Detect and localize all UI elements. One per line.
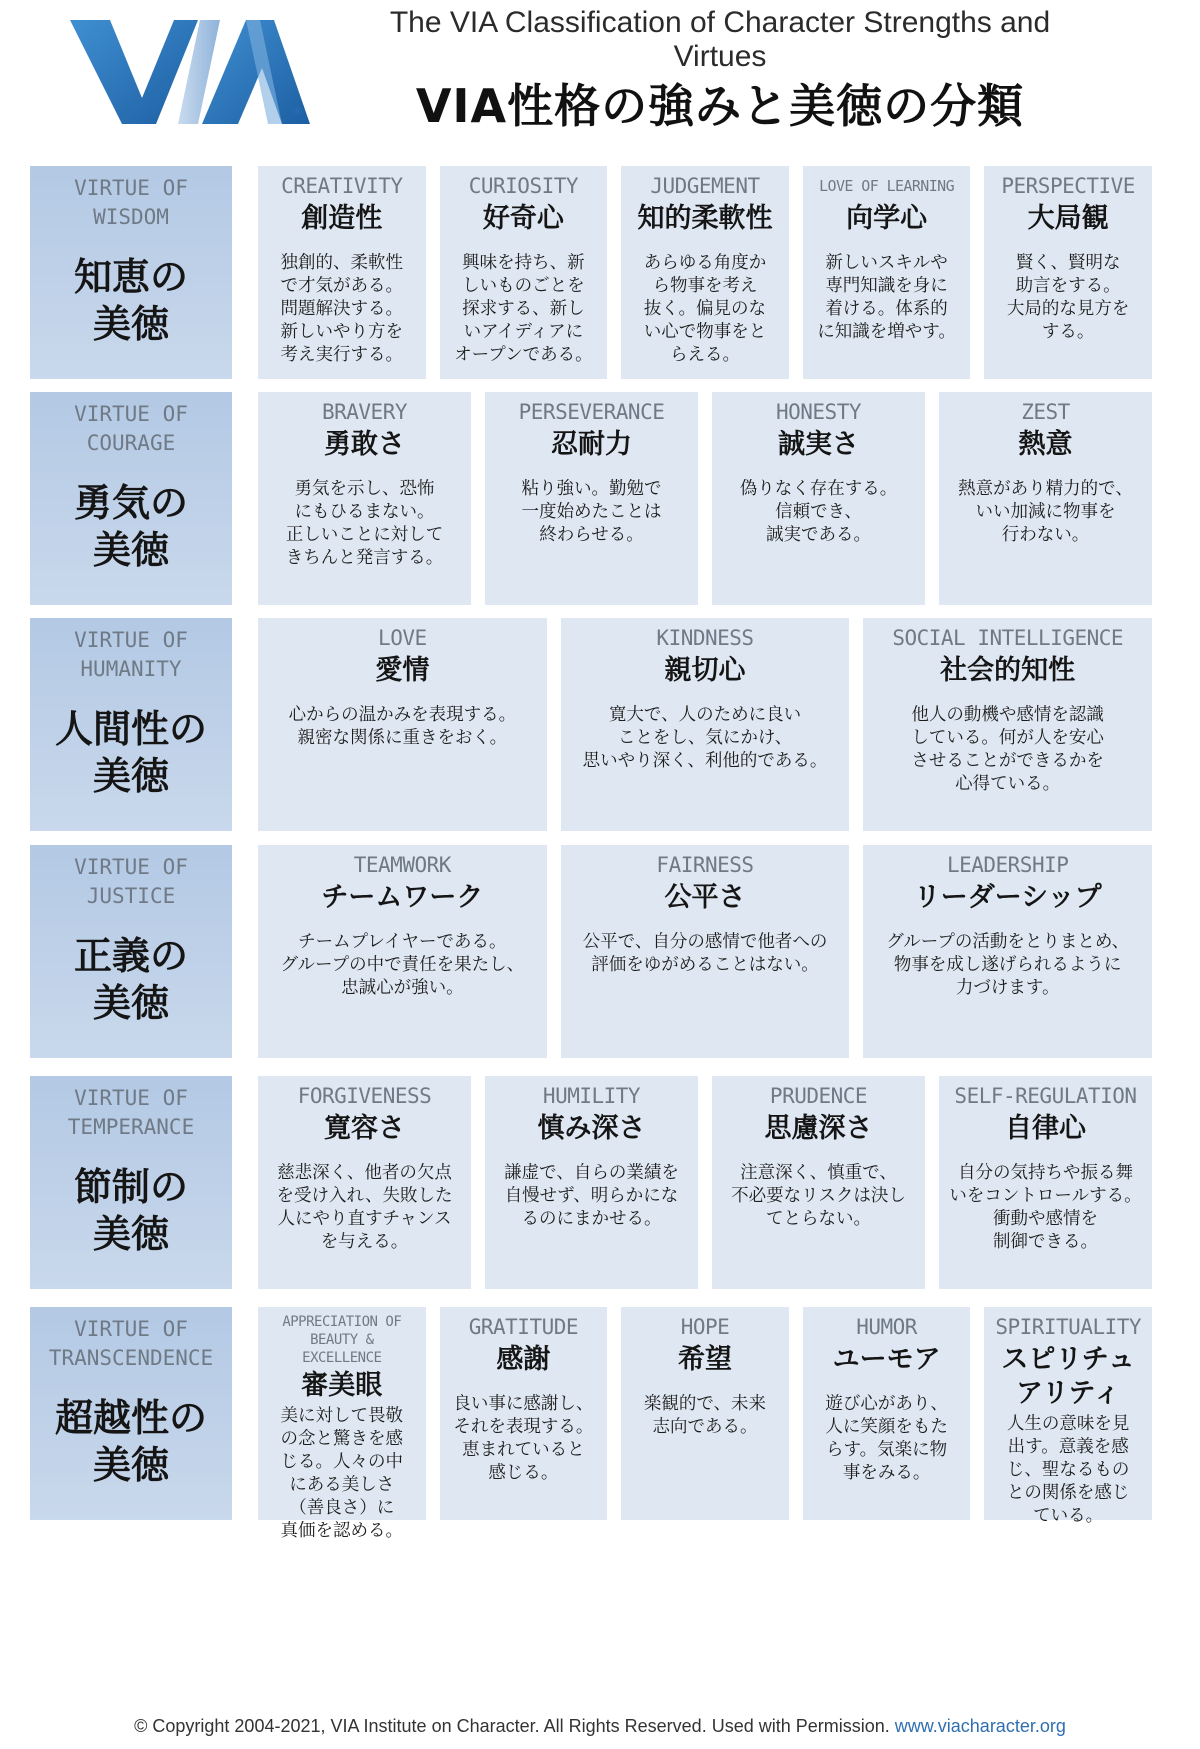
- strength-name-ja: 勇敢さ: [324, 429, 405, 460]
- virtue-panel-justice: [30, 845, 232, 1058]
- strength-card-humor: [803, 1307, 971, 1520]
- footer: [0, 1716, 1200, 1737]
- strength-name-en: HUMOR: [856, 1315, 917, 1339]
- strength-name-en: SOCIAL INTELLIGENCE: [892, 626, 1124, 650]
- strength-description: 公平で、自分の感情で他者への 評価をゆがめることはない。: [582, 932, 828, 975]
- strength-cards: [258, 392, 1152, 605]
- strength-description: 良い事に感謝し、 それを表現する。 恵まれていると 感じる。: [453, 1394, 594, 1483]
- strength-description: 他人の動機や感情を認識 している。何が人を安心 させることができるかを 心得ている。: [911, 705, 1104, 794]
- strength-name-ja: 愛情: [375, 655, 430, 686]
- strength-card-perspective: [984, 166, 1152, 379]
- virtue-name-ja: 正義の 美徳: [73, 934, 188, 1025]
- strength-name-en: KINDNESS: [656, 626, 754, 650]
- strength-cards: [258, 618, 1152, 831]
- strength-card-zest: [939, 392, 1152, 605]
- strength-name-en: TEAMWORK: [353, 853, 451, 877]
- virtue-name-en: VIRTUE OF JUSTICE: [74, 855, 188, 908]
- strength-card-humility: [485, 1076, 698, 1289]
- strength-card-curiosity: [440, 166, 608, 379]
- strength-name-ja: 好奇心: [482, 203, 564, 234]
- title-japanese: VIA性格の強みと美徳の分類: [415, 79, 1025, 133]
- virtue-name-ja: 知恵の 美徳: [73, 255, 188, 346]
- strength-name-ja: 親切心: [664, 655, 746, 686]
- strength-name-ja: スピリチュ アリティ: [1001, 1344, 1135, 1409]
- strength-card-honesty: [712, 392, 925, 605]
- strength-name-ja: ユーモア: [832, 1344, 941, 1375]
- virtue-name-ja: 節制の 美徳: [73, 1165, 188, 1256]
- virtue-name-en: VIRTUE OF WISDOM: [74, 176, 188, 229]
- strength-name-ja: 思慮深さ: [764, 1113, 873, 1144]
- strength-description: 遊び心があり、 人に笑顔をもた らす。気楽に物 事をみる。: [825, 1394, 948, 1483]
- virtue-row-justice: [30, 845, 1152, 1058]
- strength-card-self-regulation: [939, 1076, 1152, 1289]
- strength-name-en: HUMILITY: [542, 1084, 641, 1108]
- strength-name-ja: 慎み深さ: [537, 1113, 646, 1144]
- strength-name-ja: 忍耐力: [551, 429, 632, 460]
- virtue-row-temperance: [30, 1076, 1152, 1289]
- virtue-name-en: VIRTUE OF HUMANITY: [74, 628, 188, 681]
- strength-description: 偽りなく存在する。 信頼でき、 誠実である。: [739, 479, 898, 545]
- strength-name-en: SPIRITUALITY: [995, 1315, 1142, 1339]
- strength-description: 寛大で、人のために良い ことをし、気にかけ、 思いやり深く、利他的である。: [582, 705, 828, 771]
- strength-description: 新しいスキルや 専門知識を身に 着ける。体系的 に知識を増やす。: [817, 253, 956, 342]
- virtue-row-humanity: [30, 618, 1152, 831]
- strength-description: グループの活動をとりまとめ、 物事を成し遂げられるように 力づけます。: [886, 932, 1130, 998]
- virtue-row-courage: [30, 392, 1152, 605]
- strength-name-en: BRAVERY: [321, 400, 407, 424]
- strength-cards: [258, 845, 1152, 1058]
- strength-description: 勇気を示し、恐怖 にもひるまない。 正しいことに対して きちんと発言する。: [285, 479, 444, 568]
- strength-cards: [258, 1307, 1152, 1541]
- title-english: The VIA Classification of Character Strengths and Virtues: [389, 6, 1051, 73]
- strength-name-en: FAIRNESS: [656, 853, 754, 877]
- strength-card-creativity: [258, 166, 426, 379]
- strength-description: 自分の気持ちや振る舞 いをコントロールする。 衝動や感情を 制御できる。: [949, 1163, 1142, 1252]
- strength-name-en: FORGIVENESS: [297, 1084, 432, 1108]
- strength-description: 楽観的で、未来 志向である。: [643, 1394, 767, 1437]
- strength-card-prudence: [712, 1076, 925, 1289]
- strength-card-gratitude: [440, 1307, 608, 1520]
- strength-name-en: SELF-REGULATION: [954, 1084, 1137, 1108]
- strength-name-ja: 希望: [677, 1344, 732, 1375]
- virtue-name-en: VIRTUE OF COURAGE: [74, 402, 188, 455]
- website-link[interactable]: www.viacharacter.org: [894, 1716, 1066, 1736]
- virtue-panel-humanity: [30, 618, 232, 831]
- strength-name-en: CREATIVITY: [281, 174, 403, 198]
- strength-name-en: APPRECIATION OF BEAUTY & EXCELLENCE: [282, 1314, 402, 1366]
- strength-description: あらゆる角度か ら物事を考え 抜く。偏見のな い心で物事をと らえる。: [643, 253, 767, 365]
- strength-card-love: [258, 618, 547, 831]
- strength-name-en: CURIOSITY: [468, 174, 579, 198]
- strength-card-fairness: [561, 845, 850, 1058]
- strength-card-forgiveness: [258, 1076, 471, 1289]
- strength-name-ja: 感謝: [496, 1344, 551, 1375]
- strength-name-ja: 知的柔軟性: [637, 203, 773, 234]
- strength-name-en: LOVE OF LEARNING: [819, 177, 955, 195]
- strength-cards: [258, 1076, 1152, 1289]
- strength-description: 粘り強い。勤勉で 一度始めたことは 終わらせる。: [521, 479, 662, 545]
- virtue-name-ja: 勇気の 美徳: [73, 481, 188, 572]
- page-header: [0, 0, 1200, 170]
- strength-name-ja: 公平さ: [664, 882, 746, 913]
- copyright-text: © Copyright 2004-2021, VIA Institute on Character. All Rights Reserved. Used with Permission.: [134, 1716, 890, 1736]
- strength-card-social-intelligence: [863, 618, 1152, 831]
- virtue-name-en: VIRTUE OF TEMPERANCE: [67, 1086, 195, 1139]
- strength-name-en: LOVE: [378, 626, 427, 650]
- strength-name-en: HONESTY: [775, 400, 861, 424]
- strength-name-ja: 自律心: [1005, 1113, 1086, 1144]
- strength-description: 賢く、賢明な 助言をする。 大局的な見方を する。: [1006, 253, 1130, 342]
- virtue-name-ja: 超越性の 美徳: [54, 1396, 207, 1487]
- strength-name-en: PERSPECTIVE: [1001, 174, 1135, 198]
- strength-name-en: JUDGEMENT: [650, 174, 760, 198]
- strength-name-ja: チームワーク: [321, 882, 484, 913]
- strength-description: 慈悲深く、他者の欠点 を受け入れ、失敗した 人にやり直すチャンス を与える。: [276, 1163, 453, 1252]
- strength-name-ja: 社会的知性: [940, 655, 1076, 686]
- virtue-panel-courage: [30, 392, 232, 605]
- strength-name-ja: 寛容さ: [324, 1113, 405, 1144]
- strength-card-appreciation-of-beauty: [258, 1307, 426, 1541]
- strength-card-bravery: [258, 392, 471, 605]
- strength-name-ja: リーダーシップ: [913, 882, 1102, 913]
- strength-description: 美に対して畏敬 の念と驚きを感 じる。人々の中 にある美しさ （善良さ）に 真価を認める。: [280, 1406, 404, 1541]
- strength-name-ja: 審美眼: [301, 1370, 383, 1401]
- strength-description: 謙虚で、自らの業績を 自慢せず、明らかにな るのにまかせる。: [504, 1163, 679, 1229]
- strength-description: 人生の意味を見 出す。意義を感 じ、聖なるもの との関係を感じ ている。: [1006, 1414, 1130, 1526]
- via-logo: [70, 18, 310, 128]
- virtue-row-wisdom: [30, 166, 1152, 379]
- strength-name-en: HOPE: [680, 1315, 730, 1339]
- strength-card-perseverance: [485, 392, 698, 605]
- strength-description: チームプレイヤーである。 グループの中で責任を果たし、 忠誠心が強い。: [280, 932, 525, 998]
- strength-name-ja: 誠実さ: [778, 429, 859, 460]
- strength-card-spirituality: [984, 1307, 1152, 1526]
- strength-card-judgement: [621, 166, 789, 379]
- strength-name-ja: 熱意: [1018, 429, 1073, 460]
- strength-card-hope: [621, 1307, 789, 1520]
- strength-name-en: GRATITUDE: [468, 1315, 579, 1339]
- virtue-name-ja: 人間性の 美徳: [54, 707, 207, 798]
- strength-card-kindness: [561, 618, 850, 831]
- virtue-panel-transcendence: [30, 1307, 232, 1520]
- strength-card-leadership: [863, 845, 1152, 1058]
- strength-name-en: LEADERSHIP: [946, 853, 1069, 877]
- strength-name-en: ZEST: [1021, 400, 1070, 424]
- strength-name-en: PERSEVERANCE: [518, 400, 665, 424]
- strength-name-en: PRUDENCE: [769, 1084, 868, 1108]
- strength-description: 独創的、柔軟性 で才気がある。 問題解決する。 新しいやり方を 考え実行する。: [280, 253, 404, 365]
- virtue-name-en: VIRTUE OF TRANSCENDENCE: [48, 1317, 214, 1370]
- registered-mark: ®: [292, 104, 303, 117]
- strength-name-ja: 大局観: [1027, 203, 1109, 234]
- strength-description: 心からの温かみを表現する。 親密な関係に重きをおく。: [288, 705, 517, 748]
- virtue-panel-wisdom: [30, 166, 232, 379]
- strength-card-love-of-learning: [803, 166, 971, 379]
- strength-card-teamwork: [258, 845, 547, 1058]
- virtue-row-transcendence: [30, 1307, 1152, 1541]
- strength-name-ja: 創造性: [301, 203, 383, 234]
- strength-description: 注意深く、慎重で、 不必要なリスクは決し てとらない。: [731, 1163, 906, 1229]
- strength-description: 興味を持ち、新 しいものごとを 探求する、新し いアイディアに オープンである。: [454, 253, 593, 365]
- strength-description: 熱意があり精力的で、 いい加減に物事を 行わない。: [958, 479, 1133, 545]
- strength-cards: [258, 166, 1152, 379]
- strength-name-ja: 向学心: [846, 203, 928, 234]
- virtue-panel-temperance: [30, 1076, 232, 1289]
